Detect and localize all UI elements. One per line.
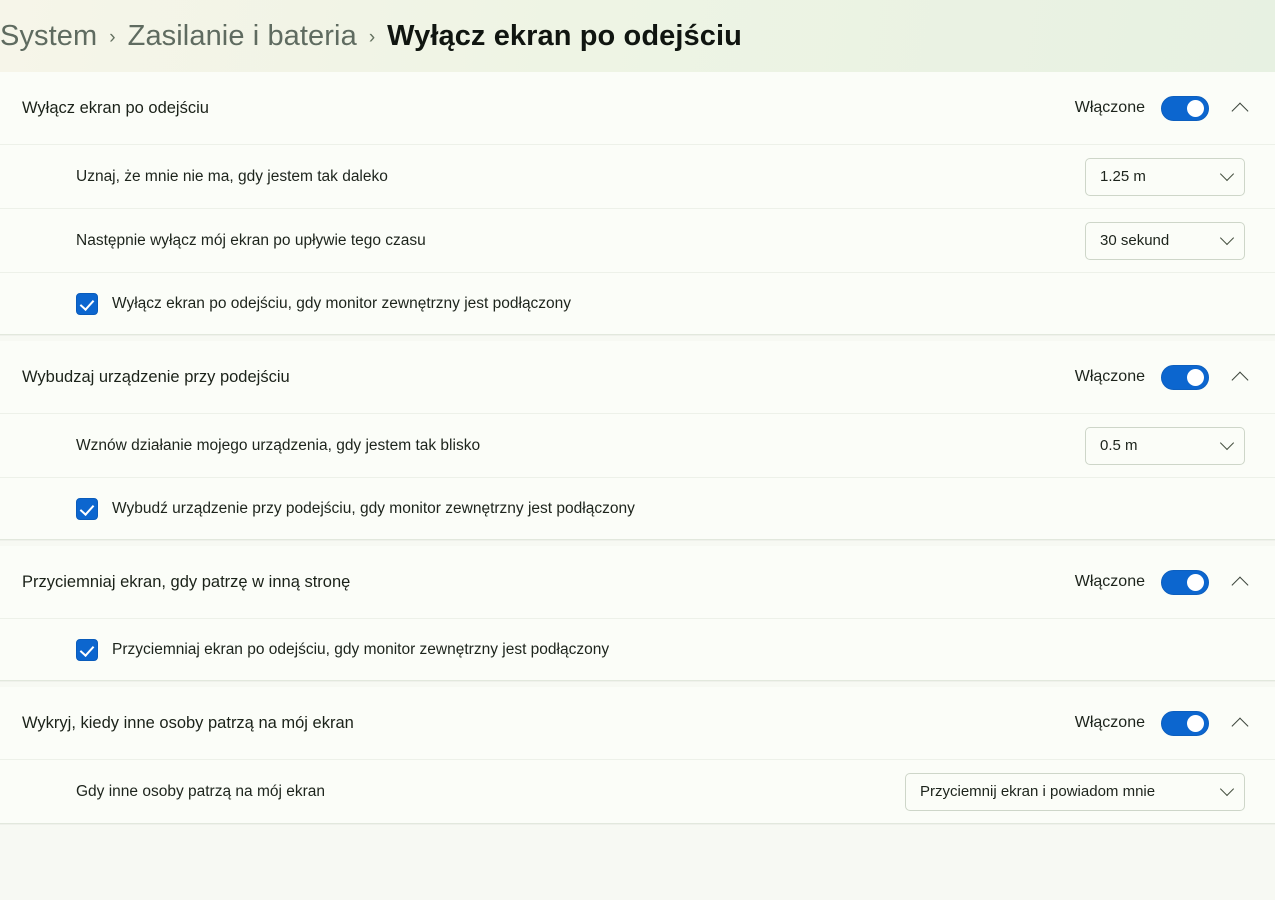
check-icon [80,295,95,310]
toggle-knob [1187,369,1204,386]
page-title: Wyłącz ekran po odejściu [387,19,742,52]
setting-label: Uznaj, że mnie nie ma, gdy jestem tak daleko [76,167,388,185]
toggle-knob [1187,715,1204,732]
section-title: Wyłącz ekran po odejściu [22,98,209,117]
section-header[interactable] [0,546,1275,618]
checkbox-external-monitor-off[interactable] [76,293,98,315]
section-header[interactable] [0,687,1275,759]
setting-label: Następnie wyłącz mój ekran po upływie tego czasu [76,231,426,249]
breadcrumb-item-power-battery[interactable]: Zasilanie i bateria [127,19,357,52]
setting-row-away-distance [0,144,1275,208]
section-header[interactable] [0,341,1275,413]
dropdown-value: Przyciemnij ekran i powiadom mnie [920,783,1156,800]
setting-label: Wznów działanie mojego urządzenia, gdy jestem tak blisko [76,436,481,454]
setting-row-external-monitor-dim[interactable] [0,618,1275,680]
chevron-up-icon[interactable] [1223,565,1257,599]
section-state-label: Włączone [1074,714,1145,731]
breadcrumb-separator-icon: › [109,27,116,48]
breadcrumb-separator-icon: › [368,27,376,48]
setting-row-external-monitor-off[interactable] [0,272,1275,334]
section-title: Wykryj, kiedy inne osoby patrzą na mój ekran [22,713,354,732]
section-state-label: Włączone [1074,99,1145,116]
setting-label: Gdy inne osoby patrzą na mój ekran [76,782,325,800]
check-icon [80,641,95,656]
breadcrumb [0,0,1275,72]
section-title: Wybudzaj urządzenie przy podejściu [22,367,290,386]
check-icon [80,500,95,515]
toggle-knob [1187,100,1204,117]
checkbox-label: Wybudź urządzenie przy podejściu, gdy monitor zewnętrzny jest podłączony [112,499,635,517]
setting-row-external-monitor-wake[interactable] [0,477,1275,539]
chevron-up-icon[interactable] [1223,91,1257,125]
section-toggle-switch[interactable] [1161,96,1209,121]
section-wake-on-approach [0,341,1275,540]
breadcrumb-item-system[interactable]: System [0,19,98,52]
checkbox-label: Przyciemniaj ekran po odejściu, gdy monitor zewnętrzny jest podłączony [112,640,610,658]
section-title: Przyciemniaj ekran, gdy patrzę w inną stronę [22,572,351,591]
setting-row-onlooker-action [0,759,1275,823]
section-state-label: Włączone [1074,573,1145,590]
checkbox-external-monitor-dim[interactable] [76,639,98,661]
screen-off-delay-dropdown[interactable] [1085,222,1245,260]
section-header[interactable] [0,72,1275,144]
checkbox-label: Wyłącz ekran po odejściu, gdy monitor zewnętrzny jest podłączony [112,294,572,312]
section-toggle-switch[interactable] [1161,711,1209,736]
onlooker-action-dropdown[interactable] [905,773,1245,811]
section-state-label: Włączone [1074,368,1145,385]
away-distance-dropdown[interactable] [1085,158,1245,196]
toggle-knob [1187,574,1204,591]
section-toggle-switch[interactable] [1161,365,1209,390]
checkbox-external-monitor-wake[interactable] [76,498,98,520]
chevron-up-icon[interactable] [1223,706,1257,740]
setting-row-screen-off-delay [0,208,1275,272]
setting-row-approach-distance [0,413,1275,477]
chevron-down-icon [1220,781,1234,795]
chevron-up-icon[interactable] [1223,360,1257,394]
section-toggle-switch[interactable] [1161,570,1209,595]
chevron-down-icon [1220,435,1234,449]
section-screen-off-on-leave [0,72,1275,335]
approach-distance-dropdown[interactable] [1085,427,1245,465]
section-dim-when-looking-away [0,546,1275,681]
chevron-down-icon [1220,230,1234,244]
chevron-down-icon [1220,166,1234,180]
section-detect-onlookers [0,687,1275,824]
dropdown-value: 0.5 m [1100,437,1138,454]
dropdown-value: 1.25 m [1100,168,1146,185]
settings-content [0,72,1275,824]
dropdown-value: 30 sekund [1100,232,1170,249]
